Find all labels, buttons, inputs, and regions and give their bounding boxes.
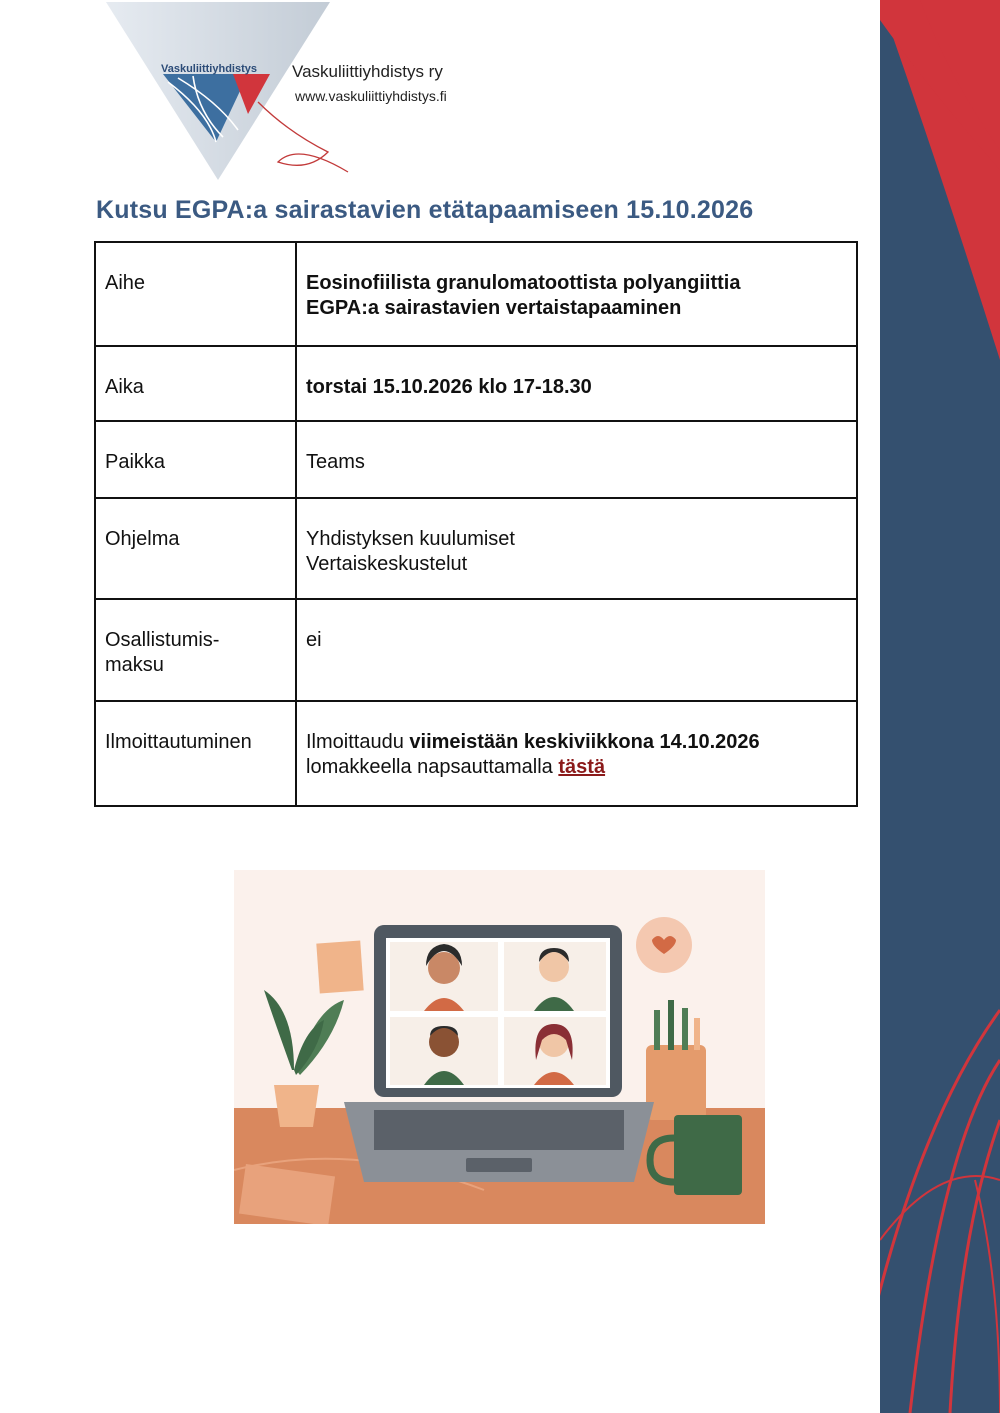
topic-line: Eosinofiilista granulomatoottista polyangiittia (306, 272, 741, 294)
video-call-illustration (234, 870, 765, 1224)
program-line: Vertaiskeskustelut (306, 553, 468, 575)
row-label: Ilmoittautuminen (95, 701, 296, 806)
place-value: Teams (296, 421, 857, 498)
table-row (95, 421, 857, 498)
org-url: www.vaskuliittiyhdistys.fi (295, 88, 447, 104)
row-label: Aihe (95, 242, 296, 346)
table-row (95, 701, 857, 806)
page-title: Kutsu EGPA:a sairastavien etätapaamiseen 15.10.2026 (96, 196, 754, 224)
table-row (95, 346, 857, 421)
row-label (95, 599, 296, 701)
row-label: Paikka (95, 421, 296, 498)
time-value: torstai 15.10.2026 klo 17-18.30 (296, 346, 857, 421)
fee-label-line: maksu (105, 654, 164, 676)
table-row (95, 498, 857, 599)
fee-value: ei (296, 599, 857, 701)
org-name: Vaskuliittiyhdistys ry (292, 62, 443, 81)
table-row (95, 242, 857, 346)
program-line: Yhdistyksen kuulumiset (306, 528, 515, 550)
registration-value (296, 701, 857, 806)
registration-form-link[interactable]: tästä (558, 756, 606, 778)
topic-line: EGPA:a sairastavien vertaistapaaminen (306, 297, 682, 319)
logo-text: Vaskuliittiyhdistys (161, 63, 257, 75)
row-label: Aika (95, 346, 296, 421)
topic-value (296, 242, 857, 346)
fee-label-line: Osallistumis- (105, 629, 220, 651)
program-value (296, 498, 857, 599)
decorative-side-band (880, 0, 1000, 1413)
registration-deadline: viimeistään keskiviikkona 14.10.2026 (409, 731, 760, 753)
row-label: Ohjelma (95, 498, 296, 599)
registration-line2: lomakkeella napsauttamalla (306, 756, 559, 778)
table-row (95, 599, 857, 701)
event-info-table (94, 241, 858, 807)
registration-intro: Ilmoittaudu (306, 731, 410, 753)
